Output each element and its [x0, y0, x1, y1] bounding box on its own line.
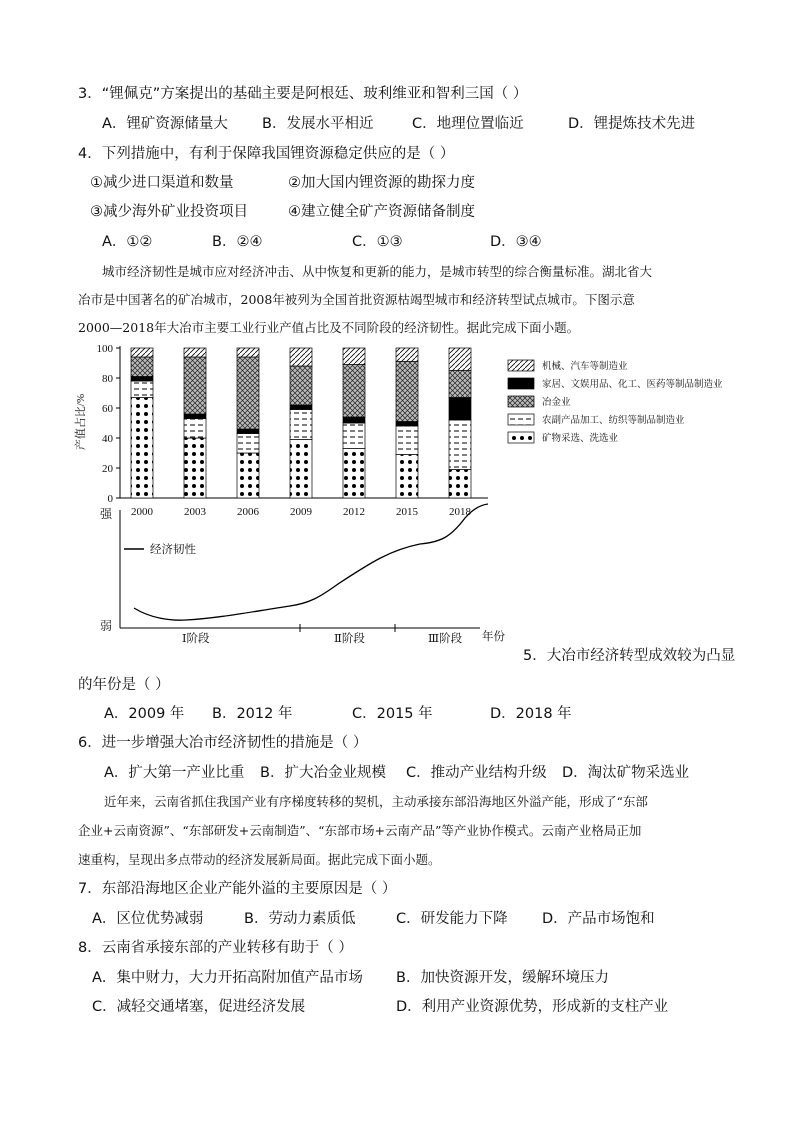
question-5-stem-part2: 的年份是（ ） — [78, 677, 170, 693]
legend-swatch-mining — [508, 432, 534, 443]
bar-segment-2018-dots — [449, 470, 471, 499]
bar-segment-2012-dots — [343, 449, 365, 499]
bar-segment-2009-crosshatch — [290, 366, 312, 405]
x-tick-label-2000: 2000 — [131, 506, 153, 518]
y-tick-label: 20 — [102, 463, 113, 475]
bar-segment-2018-crosshatch — [449, 371, 471, 398]
stacked-bars — [131, 348, 471, 498]
q5-option-c[interactable]: C．2015 年 — [352, 706, 433, 722]
legend-swatch-metallurgy — [508, 396, 534, 407]
y-tick-label: 100 — [96, 343, 113, 355]
q4-option-a[interactable]: A．①② — [102, 234, 153, 250]
bar-segment-2012-crosshatch — [343, 365, 365, 418]
question-7-stem: 7．东部沿海地区企业产能外溢的主要原因是（ ） — [78, 881, 397, 897]
question-8-stem: 8．云南省承接东部的产业转移有助于（ ） — [78, 940, 353, 956]
q7-option-a[interactable]: A．区位优势减弱 — [92, 911, 204, 927]
bar-segment-2000-dots — [131, 398, 153, 499]
bar-segment-2003-diagonal — [184, 348, 206, 357]
y-tick-label: 60 — [102, 403, 113, 415]
bar-segment-2018-diagonal — [449, 348, 471, 371]
bar-segment-2000-black — [131, 377, 153, 382]
passage-1-line-1: 城市经济韧性是城市应对经济冲击、从中恢复和更新的能力，是城市转型的综合衡量标准。湖北省大 — [102, 264, 653, 279]
legend-swatch-home-goods — [508, 378, 534, 389]
resilience-chart — [100, 504, 505, 645]
q6-option-d[interactable]: D．淘汰矿物采选业 — [562, 765, 690, 781]
bar-segment-2000-diagonal — [131, 348, 153, 357]
q4-option-d[interactable]: D．③④ — [490, 234, 542, 250]
q4-option-c[interactable]: C．①③ — [352, 234, 403, 250]
resilience-weak-label: 弱 — [100, 619, 113, 633]
x-tick-label-2018: 2018 — [449, 506, 471, 518]
passage-1-line-2: 冶市是中国著名的矿冶城市，2008年被列为全国首批资源枯竭型城市和经济转型试点城市。下图示意 — [78, 292, 635, 307]
x-tick-label-2015: 2015 — [396, 506, 418, 518]
bar-segment-2000-dashes — [131, 381, 153, 398]
q7-option-b[interactable]: B．劳动力素质低 — [244, 911, 356, 927]
bar-segment-2009-dots — [290, 440, 312, 499]
q5-option-a[interactable]: A．2009 年 — [104, 706, 185, 722]
bar-segment-2018-black — [449, 398, 471, 421]
passage-2-line-3: 速重构，呈现出多点带动的经济发展新局面。据此完成下面小题。 — [78, 852, 441, 867]
legend-swatch-agri-textile — [508, 414, 534, 425]
q4-item-2: ②加大国内锂资源的勘探力度 — [288, 175, 475, 191]
x-tick-label-2003: 2003 — [184, 506, 206, 518]
bar-segment-2012-diagonal — [343, 348, 365, 365]
q3-option-b[interactable]: B．发展水平相近 — [262, 116, 374, 132]
stage-1-label: Ⅰ阶段 — [182, 633, 210, 645]
q4-item-4: ④建立健全矿产资源储备制度 — [288, 204, 475, 220]
bar-segment-2015-crosshatch — [396, 362, 418, 422]
bar-segment-2015-dots — [396, 455, 418, 499]
resilience-legend-label: 经济韧性 — [150, 544, 196, 556]
resilience-strong-label: 强 — [100, 507, 113, 521]
bar-segment-2003-dots — [184, 438, 206, 498]
bar-segment-2003-black — [184, 414, 206, 419]
q8-option-c[interactable]: C．减轻交通堵塞，促进经济发展 — [92, 999, 306, 1015]
bar-segment-2015-dashes — [396, 426, 418, 455]
y-axis-label: 产值占比/% — [75, 393, 87, 451]
q7-option-c[interactable]: C．研发能力下降 — [396, 911, 508, 927]
bar-segment-2006-dashes — [237, 434, 259, 454]
passage-2-line-1: 近年来，云南省抓住我国产业有序梯度转移的契机，主动承接东部沿海地区外溢产能，形成了“东部 — [104, 794, 648, 809]
q4-item-1: ①减少进口渠道和数量 — [90, 175, 234, 191]
q3-option-a[interactable]: A．锂矿资源储量大 — [102, 116, 228, 132]
x-tick-label-2012: 2012 — [343, 506, 365, 518]
x-axis-labels — [131, 506, 472, 518]
q5-option-d[interactable]: D．2018 年 — [490, 706, 572, 722]
bar-segment-2009-dashes — [290, 410, 312, 440]
q7-option-d[interactable]: D．产品市场饱和 — [542, 911, 655, 927]
bar-segment-2015-diagonal — [396, 348, 418, 362]
resilience-x-label: 年份 — [482, 631, 505, 643]
question-6-stem: 6．进一步增强大冶市经济韧性的措施是（ ） — [78, 735, 368, 751]
bar-segment-2009-diagonal — [290, 348, 312, 366]
legend-swatch-machinery — [508, 360, 534, 371]
bar-segment-2006-diagonal — [237, 348, 259, 357]
q8-option-d[interactable]: D．利用产业资源优势，形成新的支柱产业 — [396, 999, 669, 1015]
y-tick-label: 40 — [102, 433, 113, 445]
bar-segment-2006-crosshatch — [237, 357, 259, 429]
bar-segment-2003-crosshatch — [184, 357, 206, 414]
q6-option-c[interactable]: C．推动产业结构升级 — [406, 765, 547, 781]
question-3-stem: 3．“锂佩克”方案提出的基础主要是阿根廷、玻利维亚和智利三国（ ） — [78, 86, 528, 102]
bar-legend — [508, 360, 723, 444]
bar-segment-2012-dashes — [343, 423, 365, 449]
q6-option-a[interactable]: A．扩大第一产业比重 — [104, 765, 245, 781]
x-tick-label-2006: 2006 — [237, 506, 259, 518]
legend-label-mining: 矿物采选、洗选业 — [542, 434, 619, 444]
bar-segment-2000-crosshatch — [131, 357, 153, 377]
bar-segment-2018-dashes — [449, 420, 471, 470]
q5-option-b[interactable]: B．2012 年 — [212, 706, 293, 722]
bar-segment-2009-black — [290, 405, 312, 410]
legend-label-home-goods: 家居、文娱用品、化工、医药等制品制造业 — [542, 380, 723, 390]
q8-option-a[interactable]: A．集中财力，大力开拓高附加值产品市场 — [92, 970, 363, 986]
resilience-curve — [134, 504, 488, 620]
legend-label-machinery: 机械、汽车等制造业 — [542, 362, 628, 372]
y-tick-label: 0 — [107, 493, 113, 505]
q4-option-b[interactable]: B．②④ — [212, 234, 263, 250]
q6-option-b[interactable]: B．扩大冶金业规模 — [260, 765, 386, 781]
q4-item-3: ③减少海外矿业投资项目 — [90, 204, 248, 220]
stage-2-label: Ⅱ阶段 — [334, 633, 365, 645]
bar-segment-2012-black — [343, 417, 365, 423]
passage-1-line-3: 2000—2018年大冶市主要工业行业产值占比及不同阶段的经济韧性。据此完成下面小题。 — [78, 320, 580, 335]
passage-2-line-2: 企业+云南资源”、“东部研发+云南制造”、“东部市场+云南产品”等产业协作模式。云南产业格局正加 — [78, 823, 642, 838]
stage-3-label: Ⅲ阶段 — [428, 633, 463, 645]
q3-option-d[interactable]: D．锂提炼技术先进 — [568, 116, 696, 132]
legend-label-agri-textile: 农副产品加工、纺织等制品制造业 — [542, 416, 685, 426]
question-5-stem-part1: 5．大冶市经济转型成效较为凸显 — [523, 648, 736, 664]
x-tick-label-2009: 2009 — [290, 506, 312, 518]
question-4-stem: 4．下列措施中，有利于保障我国锂资源稳定供应的是（ ） — [78, 146, 455, 162]
q3-option-c[interactable]: C．地理位置临近 — [412, 116, 524, 132]
bar-segment-2006-black — [237, 429, 259, 434]
bar-segment-2003-dashes — [184, 419, 206, 439]
bar-segment-2015-black — [396, 422, 418, 427]
y-tick-label: 80 — [102, 373, 113, 385]
bar-segment-2006-dots — [237, 453, 259, 498]
legend-label-metallurgy: 冶金业 — [542, 398, 571, 408]
y-axis-ticks — [97, 343, 121, 505]
q8-option-b[interactable]: B．加快资源开发，缓解环境压力 — [396, 970, 609, 986]
industry-output-resilience-chart — [70, 338, 740, 648]
